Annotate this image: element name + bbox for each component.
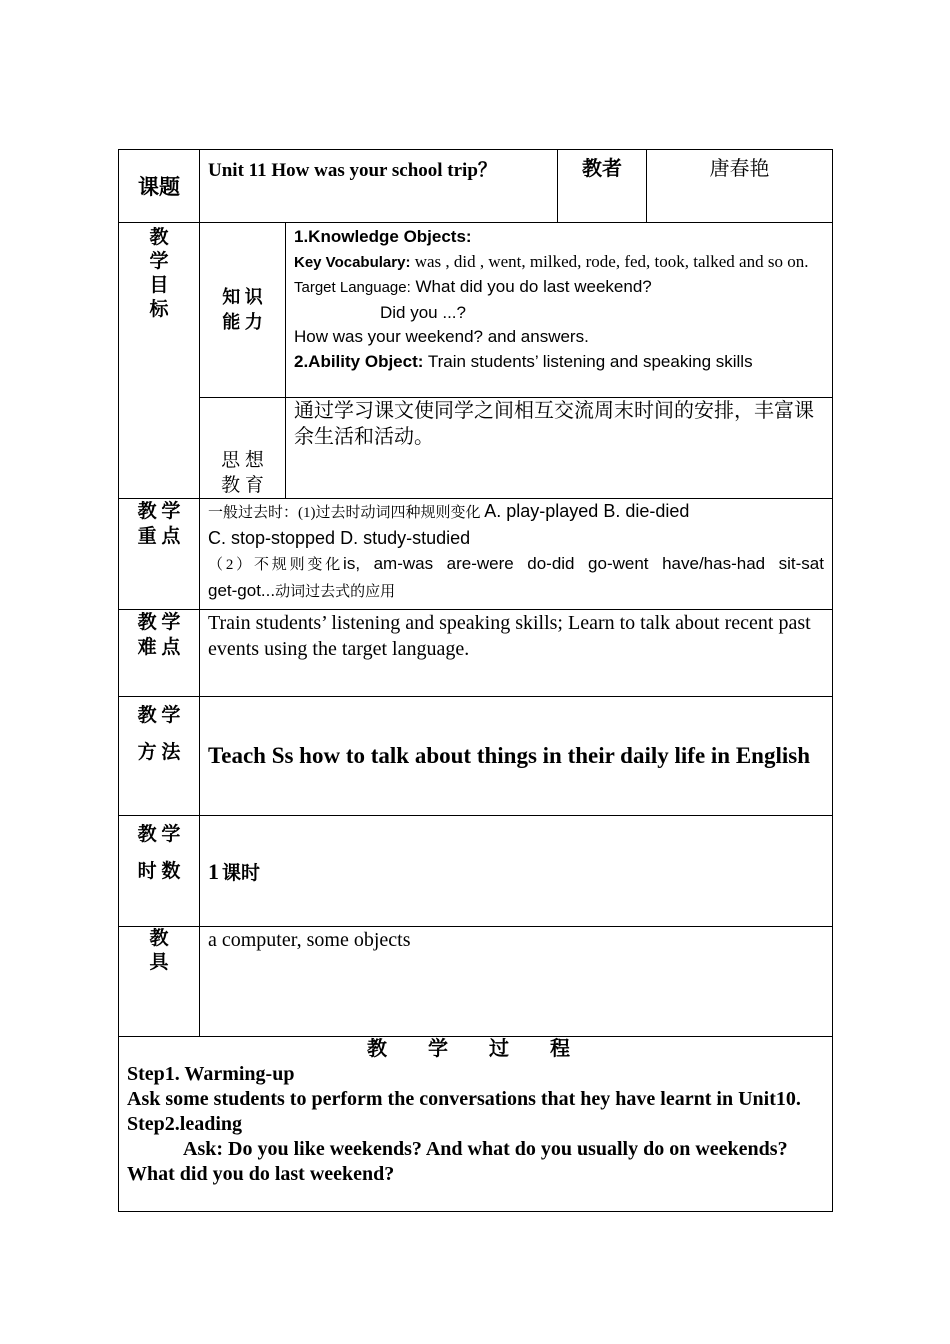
hours-row [119, 816, 833, 927]
difficulties-content-cell [200, 610, 833, 697]
hours-label-cell [119, 816, 200, 927]
ability-label: 2.Ability Object: [294, 351, 424, 371]
knowledge-label-2: 能 力 [222, 312, 263, 332]
key-points-line-2: C. stop-stopped D. study-studied [208, 528, 471, 548]
lesson-plan-table [118, 149, 833, 1212]
key-points-line-3 [208, 551, 824, 605]
key-points-cn-3b: 动词过去式的应用 [275, 584, 396, 600]
topic-label-cell [119, 150, 200, 223]
hours-label-2: 时 数 [137, 861, 181, 882]
thought-label-2: 教 育 [221, 475, 264, 496]
vocab-label: Key Vocabulary: [294, 253, 411, 271]
key-points-row [119, 499, 833, 610]
objectives-label-cell [119, 223, 200, 499]
process-title: 教 学 过 程 [367, 1038, 584, 1060]
tools-label-2: 具 [149, 952, 169, 973]
topic-row [119, 150, 833, 223]
teacher-label: 教者 [582, 158, 622, 180]
vocab-text: was , did , went, milked, rode, fed, took, talked and so on. [410, 251, 809, 271]
difficulties-label-2: 难 点 [137, 637, 181, 658]
hours-number: 1 [208, 858, 219, 884]
methods-label-2: 方 法 [137, 742, 181, 763]
knowledge-heading: 1.Knowledge Objects: [294, 227, 472, 246]
methods-text: Teach Ss how to talk about things in their daily life in English [208, 743, 810, 768]
process-row [119, 1037, 833, 1212]
target-line [294, 275, 824, 301]
knowledge-label-1: 知 识 [222, 287, 263, 307]
vocab-line [294, 250, 824, 276]
hours-label-1: 教 学 [137, 824, 181, 845]
difficulties-label-1: 教 学 [137, 612, 181, 633]
key-points-label-1: 教 学 [137, 501, 181, 522]
difficulties-label-cell [119, 610, 200, 697]
key-points-cn-3: （2）不规则变化 [208, 557, 344, 573]
objectives-label-4: 标 [149, 299, 169, 320]
teacher-name: 唐春艳 [709, 158, 770, 180]
key-points-label-2: 重 点 [137, 526, 181, 547]
methods-label-cell [119, 697, 200, 816]
step1-text: Ask some students to perform the conversations that hey have learnt in Unit10. [127, 1088, 801, 1110]
difficulties-text: Train students’ listening and speaking skills; Learn to talk about recent past events using the target language. [208, 612, 811, 660]
key-points-content-cell [200, 499, 833, 610]
tools-text: a computer, some objects [208, 929, 411, 951]
step2-text: Ask: Do you like weekends? And what do you usually do on weekends? What did you do last weekend? [127, 1138, 788, 1185]
key-points-cn-1: 一般过去时：(1)过去时动词四种规则变化 [208, 505, 485, 521]
knowledge-content-cell [286, 223, 833, 398]
hours-content-cell [200, 816, 833, 927]
objectives-knowledge-row [119, 223, 833, 398]
methods-label-1: 教 学 [137, 705, 181, 726]
target-line-3: How was your weekend? and answers. [294, 327, 589, 346]
tools-label-1: 教 [149, 928, 169, 949]
topic-title-cell [200, 150, 558, 223]
tools-label-cell [119, 927, 200, 1037]
target-label: Target Language: [294, 279, 411, 296]
process-content-cell [119, 1037, 833, 1212]
key-points-line-1 [208, 499, 824, 526]
teacher-name-cell [647, 150, 833, 223]
tools-row [119, 927, 833, 1037]
topic-label: 课题 [138, 175, 180, 199]
tools-content-cell [200, 927, 833, 1037]
target-text: What did you do last weekend? [410, 277, 652, 296]
thought-text: 通过学习课文使同学之间相互交流周末时间的安排，丰富课余生活和活动。 [294, 400, 814, 448]
knowledge-label-cell [200, 223, 286, 398]
thought-content-cell [286, 398, 833, 499]
methods-content-cell [200, 697, 833, 816]
ability-line [294, 350, 824, 375]
ability-text: Train students’ listening and speaking skills [423, 351, 753, 371]
key-points-label-cell [119, 499, 200, 610]
objectives-thought-row [119, 398, 833, 499]
thought-label-cell [200, 398, 286, 499]
objectives-label-3: 目 [149, 275, 169, 296]
target-line-2: Did you ...? [380, 302, 466, 322]
objectives-label-2: 学 [149, 251, 169, 272]
key-points-en-1: A. play-played B. die-died [484, 501, 690, 521]
teacher-label-cell [558, 150, 647, 223]
thought-label-1: 思 想 [221, 450, 264, 471]
key-points-en-3: is, am-was are-were do-did go-went have/has-had sit-sat get-got... [208, 554, 824, 600]
methods-row [119, 697, 833, 816]
step2-heading: Step2.leading [127, 1113, 243, 1135]
difficulties-row [119, 610, 833, 697]
objectives-label-1: 教 [149, 227, 169, 248]
step1-heading: Step1. Warming-up [127, 1063, 295, 1085]
hours-unit: 课时 [222, 862, 261, 884]
topic-title: Unit 11 How was your school trip？ [208, 160, 497, 181]
